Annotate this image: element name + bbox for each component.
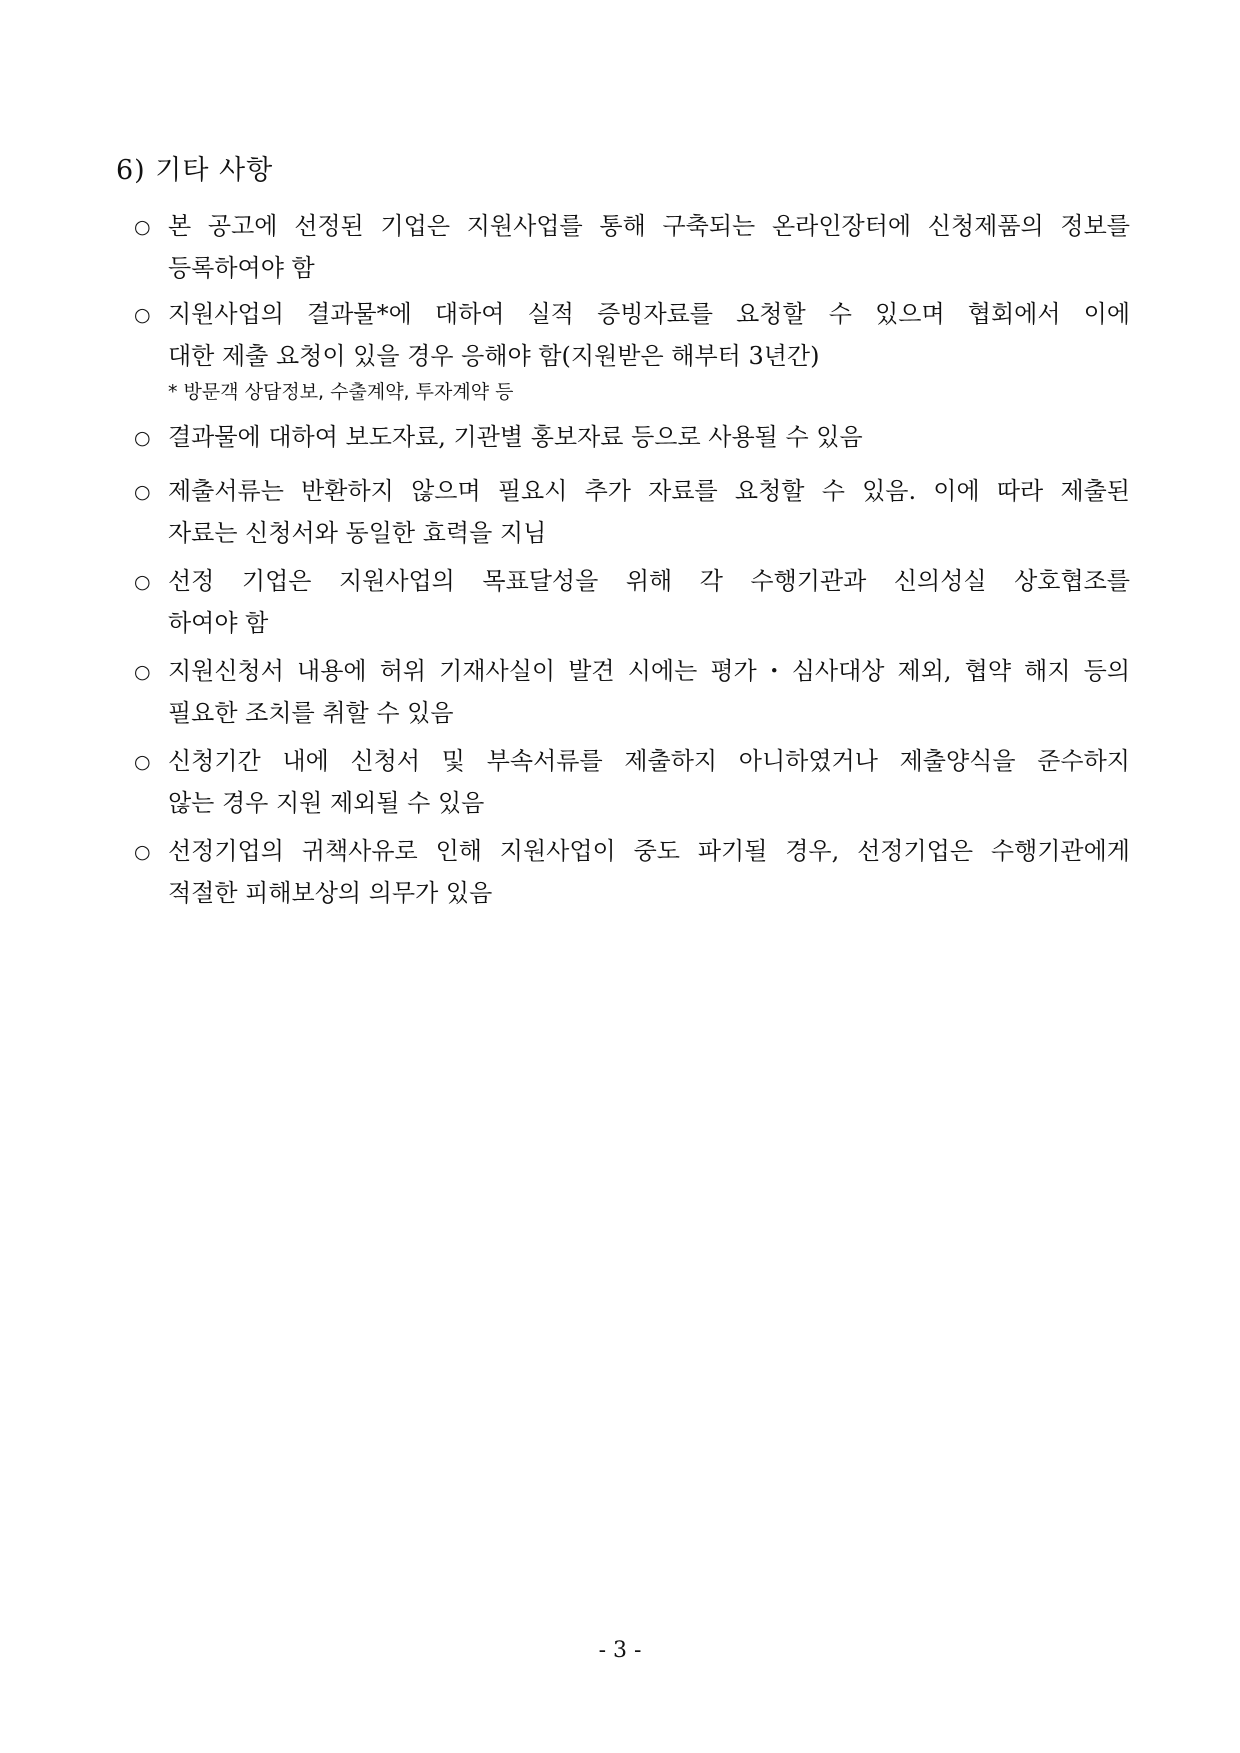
item-text-line: 지원사업의 결과물*에 대하여 실적 증빙자료를 요청할 수 있으며 협회에서 이에 — [168, 300, 1130, 328]
bullet-circle-icon: ○ — [134, 481, 151, 503]
item-text-line: 않는 경우 지원 제외될 수 있음 — [168, 789, 485, 817]
bullet-circle-icon: ○ — [134, 661, 151, 683]
bullet-circle-icon: ○ — [134, 841, 151, 863]
footnote: * 방문객 상담정보, 수출계약, 투자계약 등 — [168, 381, 514, 403]
bullet-circle-icon: ○ — [134, 427, 151, 449]
item-text-line: 본 공고에 선정된 기업은 지원사업를 통해 구축되는 온라인장터에 신청제품의 정보를 — [168, 212, 1130, 240]
item-text-line: 하여야 함 — [168, 609, 269, 637]
item-text-line: 자료는 신청서와 동일한 효력을 지님 — [168, 519, 547, 547]
bullet-circle-icon: ○ — [134, 304, 151, 326]
item-text-line: 필요한 조치를 취할 수 있음 — [168, 699, 454, 727]
section-title: 6) 기타 사항 — [116, 155, 274, 186]
item-text-line: 선정기업의 귀책사유로 인해 지원사업이 중도 파기될 경우, 선정기업은 수행기관에게 — [168, 837, 1130, 865]
bullet-circle-icon: ○ — [134, 571, 151, 593]
page-number: - 3 - — [598, 1638, 642, 1663]
item-text-line: 제출서류는 반환하지 않으며 필요시 추가 자료를 요청할 수 있음. 이에 따라 제출된 — [168, 477, 1130, 505]
item-text-line: 결과물에 대하여 보도자료, 기관별 홍보자료 등으로 사용될 수 있음 — [168, 423, 863, 451]
item-text-line: 지원신청서 내용에 허위 기재사실이 발견 시에는 평가・심사대상 제외, 협약 해지 등의 — [168, 657, 1130, 685]
bullet-circle-icon: ○ — [134, 216, 151, 238]
item-text-line: 대한 제출 요청이 있을 경우 응해야 함(지원받은 해부터 3년간) — [168, 342, 820, 370]
bullet-circle-icon: ○ — [134, 751, 151, 773]
item-text-line: 선정 기업은 지원사업의 목표달성을 위해 각 수행기관과 신의성실 상호협조를 — [168, 567, 1130, 595]
item-text-line: 적절한 피해보상의 의무가 있음 — [168, 879, 493, 907]
item-text-line: 신청기간 내에 신청서 및 부속서류를 제출하지 아니하였거나 제출양식을 준수하지 — [168, 747, 1130, 775]
item-text-line: 등록하여야 함 — [168, 254, 315, 282]
